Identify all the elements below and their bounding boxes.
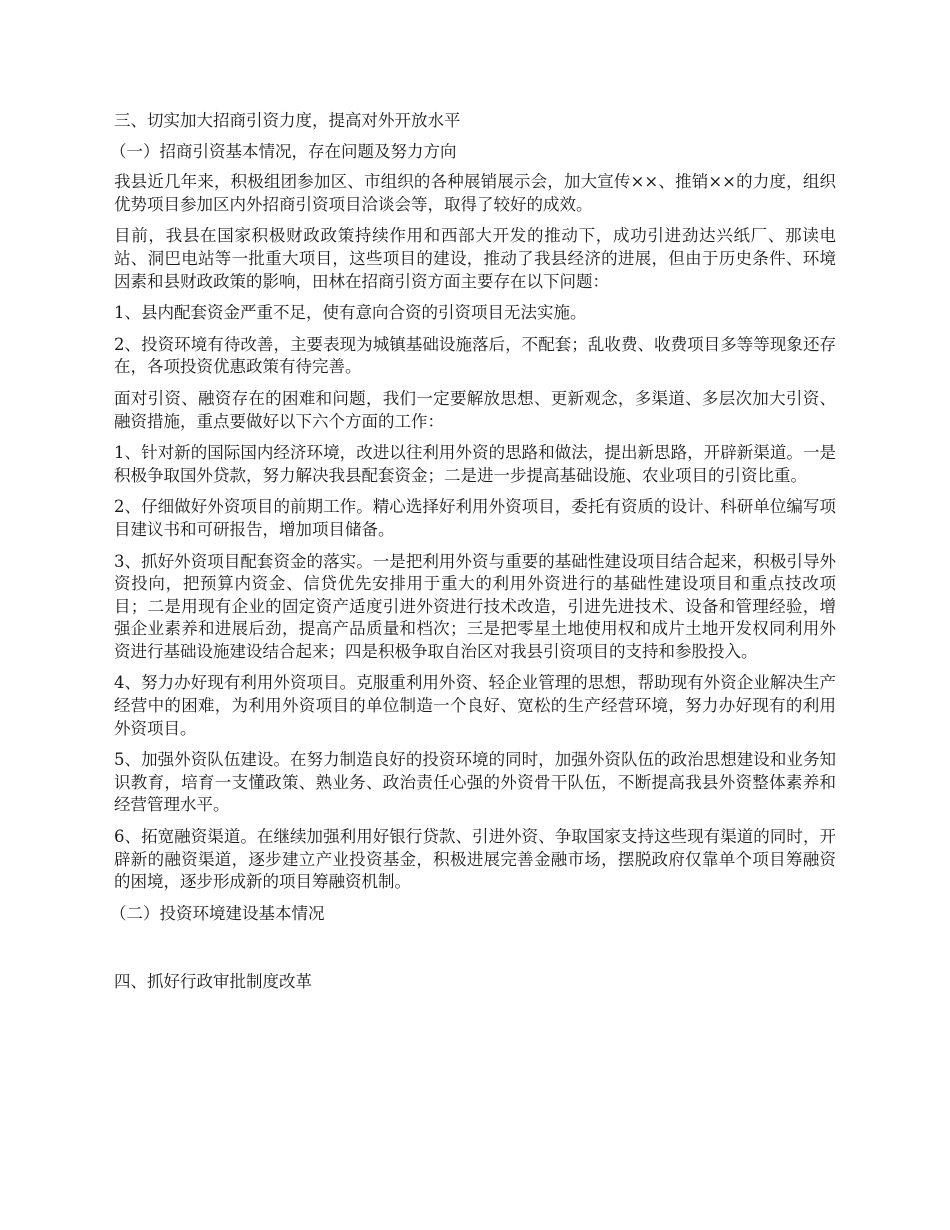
- measure-item-4: 4、努力办好现有利用外资项目。克服重利用外资、轻企业管理的思想，帮助现有外资企业解决生产经营中的困难，为利用外资项目的单位制造一个良好、宽松的生产经营环境，努力办好现有的利用外资项目。: [114, 673, 836, 738]
- subsection-one-heading: （一）招商引资基本情况，存在问题及努力方向: [110, 141, 457, 161]
- measure-item-5: 5、加强外资队伍建设。在努力制造良好的投资环境的同时，加强外资队伍的政治思想建设和业务知识教育，培育一支懂政策、熟业务、政治责任心强的外资骨干队伍，不断提高我县外资整体素养和经营管理水平。: [114, 750, 836, 815]
- paragraph-measures-intro: 面对引资、融资存在的困难和问题，我们一定要解放思想、更新观念，多渠道、多层次加大引资、融资措施，重点要做好以下六个方面的工作：: [114, 388, 836, 431]
- paragraph-promotion: 我县近几年来，积极组团参加区、市组织的各种展销展示会，加大宣传××、推销××的力度，组织优势项目参加区内外招商引资项目洽谈会等，取得了较好的成效。: [114, 172, 836, 214]
- measure-item-6: 6、拓宽融资渠道。在继续加强利用好银行贷款、引进外资、争取国家支持这些现有渠道的同时，开辟新的融资渠道，逐步建立产业投资基金，积极进展完善金融市场，摆脱政府仅靠单个项目筹融资的困境，逐步形成新的项目筹融资机制。: [114, 827, 836, 892]
- subsection-two-heading: （二）投资环境建设基本情况: [110, 903, 325, 923]
- measure-item-3: 3、抓好外资项目配套资金的落实。一是把利用外资与重要的基础性建设项目结合起来，积极引导外资投向，把预算内资金、信贷优先安排用于重大的利用外资进行的基础性建设项目和重点技改项目；二是用现有企业的固定资产适度引进外资进行技术改造，引进先进技术、设备和管理经验，增强企业素养和进展后劲，提高产品质量和档次；三是把零星土地使用权和成片土地开发权同利用外资进行基础设施建设结合起来；四是积极争取自治区对我县引资项目的支持和参股投入。: [114, 551, 836, 661]
- document-body: [110, 110, 836, 1002]
- paragraph-current-situation: 目前，我县在国家积极财政政策持续作用和西部大开发的推动下，成功引进劲达兴纸厂、那读电站、洞巴电站等一批重大项目，这些项目的建设，推动了我县经济的进展，但由于历史条件、环境因素和县财政政策的影响，田林在招商引资方面主要存在以下问题：: [114, 226, 836, 291]
- section-four-heading: 四、抓好行政审批制度改革: [114, 972, 312, 992]
- problem-item-1: 1、县内配套资金严重不足，使有意向合资的引资项目无法实施。: [114, 303, 587, 323]
- problem-item-2: 2、投资环境有待改善，主要表现为城镇基础设施落后，不配套；乱收费、收费项目多等等现象还存在，各项投资优惠政策有待完善。: [114, 334, 836, 377]
- measure-item-2: 2、仔细做好外资项目的前期工作。精心选择好利用外资项目，委托有资质的设计、科研单位编写项目建议书和可研报告，增加项目储备。: [114, 497, 836, 539]
- section-three-heading: 三、切实加大招商引资力度，提高对外开放水平: [114, 111, 461, 130]
- measure-item-1: 1、针对新的国际国内经济环境，改进以往利用外资的思路和做法，提出新思路，开辟新渠道。一是积极争取国外贷款，努力解决我县配套资金；二是进一步提高基础设施、农业项目的引资比重。: [114, 443, 836, 485]
